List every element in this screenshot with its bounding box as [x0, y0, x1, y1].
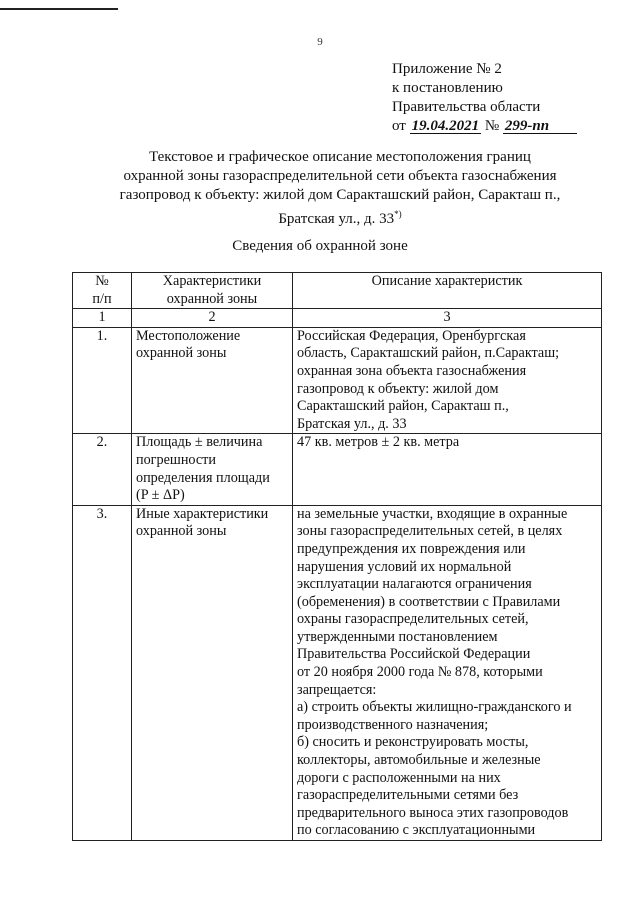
description-line: производственного назначения; [297, 716, 489, 733]
row-description [293, 505, 602, 840]
description-line: охраны газораспределительных сетей, [297, 611, 529, 628]
description-line: предварительного выноса этих газопроводов [297, 804, 569, 821]
header-char-b: охранной зоны [166, 290, 258, 307]
row-description [293, 327, 602, 434]
header-rule [0, 8, 118, 10]
description-line: коллекторы, автомобильные и железные [297, 752, 541, 769]
from-label: от [392, 118, 406, 134]
description-line: Братская ул., д. 33 [297, 415, 407, 432]
row-description [293, 434, 602, 505]
description-line: (обременения) в соответствии с Правилами [297, 593, 561, 610]
row-characteristic [132, 434, 293, 505]
description-line: 47 кв. метров ± 2 кв. метра [297, 434, 460, 451]
section-title: Сведения об охранной зоне [232, 238, 408, 254]
characteristic-line: (P ± ΔP) [136, 487, 185, 504]
column-numbers-row [73, 309, 602, 328]
row-characteristic [132, 327, 293, 434]
description-line: дороги с расположенными на них [297, 769, 501, 786]
appendix-line-2: к постановлению [392, 80, 503, 96]
appendix-line-3: Правительства области [392, 99, 541, 115]
description-line: от 20 ноября 2000 года № 878, которыми [297, 664, 543, 681]
description-line: Саракташский район, Саракташ п., [297, 398, 509, 415]
table-body [73, 327, 602, 840]
col-number-2: 2 [132, 309, 293, 328]
document-title [80, 148, 600, 229]
description-line: Правительства Российской Федерации [297, 646, 531, 663]
table-row [73, 505, 602, 840]
table-row [73, 327, 602, 434]
appendix-block [392, 60, 577, 136]
decree-number: 299-пп [503, 119, 577, 134]
description-line: зоны газораспределительных сетей, в целях [297, 523, 563, 540]
characteristic-line: погрешности [136, 451, 216, 468]
description-line: газопровод к объекту: жилой дом [297, 380, 499, 397]
decree-date: 19.04.2021 [411, 118, 480, 134]
title-line-3: газопровод к объекту: жилой дом Саракташский район, Саракташ п., [119, 187, 561, 203]
header-num [73, 273, 132, 309]
description-line: нарушения условий их нормальной [297, 558, 512, 575]
description-line: запрещается: [297, 681, 377, 698]
col-number-1: 1 [73, 309, 132, 328]
header-num-a: № [95, 273, 109, 289]
description-line: на земельные участки, входящие в охранные [297, 505, 568, 522]
number-label: № [484, 118, 500, 134]
description-line: Российская Федерация, Оренбургская [297, 327, 526, 344]
description-line: газораспределительными сетями без [297, 787, 519, 804]
description-line: охранная зона объекта газоснабжения [297, 362, 527, 379]
description-line: по согласованию с эксплуатационными [297, 822, 536, 839]
title-line-4 [80, 205, 600, 229]
title-line-4-text: Братская ул., д. 33 [278, 211, 395, 227]
header-characteristics [132, 273, 293, 309]
description-line: область, Саракташский район, п.Саракташ; [297, 345, 560, 362]
characteristic-line: определения площади [136, 469, 270, 486]
row-characteristic [132, 505, 293, 840]
header-num-b: п/п [92, 290, 112, 307]
characteristic-line: охранной зоны [136, 523, 227, 540]
appendix-date-line [392, 117, 577, 136]
header-description: Описание характеристик [293, 273, 602, 309]
description-line: эксплуатации налагаются ограничения [297, 576, 532, 593]
characteristic-line: Иные характеристики [136, 505, 269, 522]
description-line: а) строить объекты жилищно-гражданского и [297, 699, 572, 716]
description-line: б) сносить и реконструировать мосты, [297, 734, 529, 751]
col-number-3: 3 [293, 309, 602, 328]
protection-zone-table [72, 272, 602, 841]
description-line: предупреждения их повреждения или [297, 540, 526, 557]
title-line-2: охранной зоны газораспределительной сети объекта газоснабжения [123, 168, 557, 184]
row-number: 2. [73, 434, 132, 505]
characteristic-line: Площадь ± величина [136, 434, 263, 451]
row-number: 3. [73, 505, 132, 840]
description-line: утвержденными постановлением [297, 628, 498, 645]
appendix-line-1: Приложение № 2 [392, 61, 502, 77]
footnote-mark: *) [394, 209, 402, 219]
title-line-1: Текстовое и графическое описание местоположения границ [149, 149, 531, 165]
table-row [73, 434, 602, 505]
page-number: 9 [317, 36, 323, 48]
table-header-row [73, 273, 602, 309]
characteristic-line: охранной зоны [136, 345, 227, 362]
header-char-a: Характеристики [162, 273, 262, 289]
row-number: 1. [73, 327, 132, 434]
characteristic-line: Местоположение [136, 327, 241, 344]
